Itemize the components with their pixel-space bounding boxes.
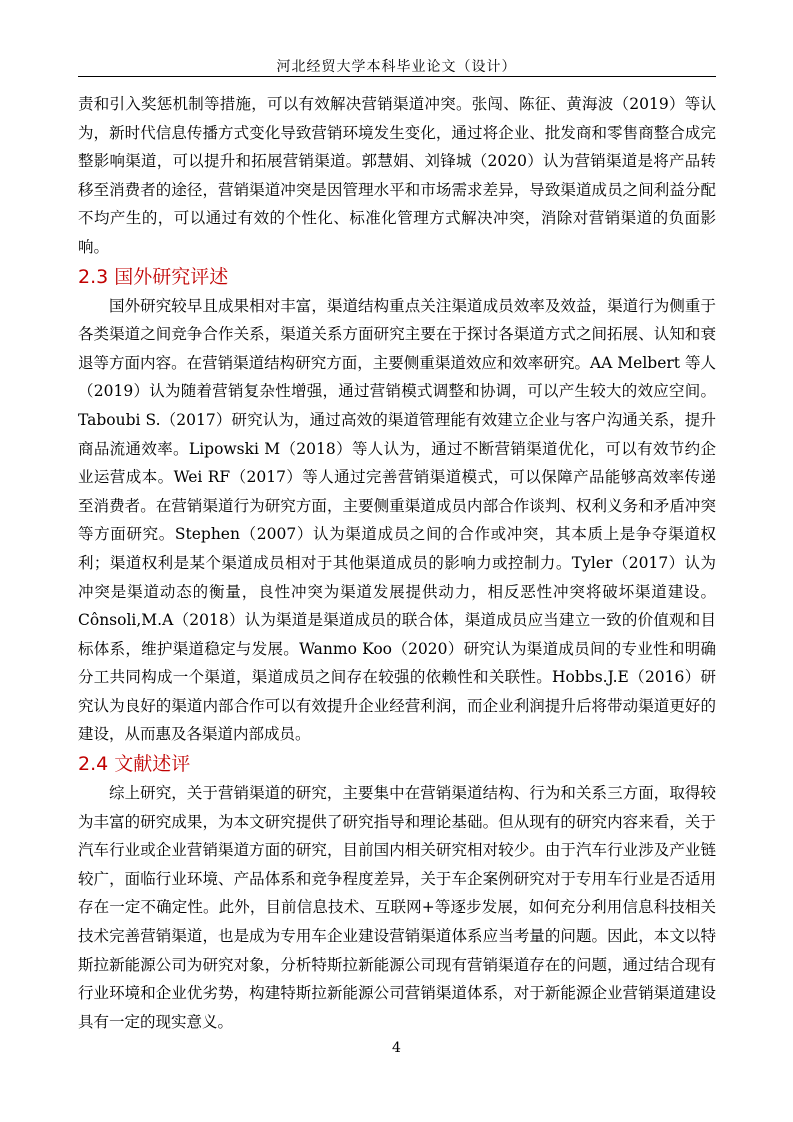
paragraph-literature-review: 综上研究，关于营销渠道的研究，主要集中在营销渠道结构、行为和关系三方面，取得较为丰富的研究成果，为本文研究提供了研究指导和理论基础。但从现有的研究内容来看，关于汽车行业或企业营销渠道方面的研究，目前国内相关研究相对较少。由于汽车行业涉及产业链较广，面临行业环境、产品体系和竞争程度差异，关于车企案例研究对于专用车行业是否适用存在一定不确定性。此外，目前信息技术、互联网+等逐步发展，如何充分利用信息科技相关技术完善营销渠道，也是成为专用车企业建设营销渠道体系应当考量的问题。因此，本文以特斯拉新能源公司为研究对象，分析特斯拉新能源公司现有营销渠道存在的问题，通过结合现有行业环境和企业优劣势，构建特斯拉新能源公司营销渠道体系，对于新能源企业营销渠道建设具有一定的现实意义。 — [78, 784, 716, 1031]
page-number: 4 — [392, 1040, 401, 1056]
section-heading-2-3: 2.3 国外研究评述 — [78, 265, 229, 288]
section-heading-2-4: 2.4 文献述评 — [78, 753, 191, 776]
page-body — [78, 90, 716, 1036]
running-header: 河北经贸大学本科毕业论文（设计） — [276, 59, 517, 75]
paragraph-continued: 责和引入奖惩机制等措施，可以有效解决营销渠道冲突。张闯、陈征、黄海波（2019）等认为，新时代信息传播方式变化导致营销环境发生变化，通过将企业、批发商和零售商整合成完整影响渠道，可以提升和拓展营销渠道。郭慧娟、刘锋城（2020）认为营销渠道是将产品转移至消费者的途径，营销渠道冲突是因管理水平和市场需求差异，导致渠道成员之间利益分配不均产生的，可以通过有效的个性化、标准化管理方式解决冲突，消除对营销渠道的负面影响。 — [78, 95, 716, 256]
paragraph-foreign-research: 国外研究较早且成果相对丰富，渠道结构重点关注渠道成员效率及效益，渠道行为侧重于各类渠道之间竞争合作关系，渠道关系方面研究主要在于探讨各渠道方式之间拓展、认知和衰退等方面内容。在营销渠道结构研究方面，主要侧重渠道效应和效率研究。AA Melbert 等人（2019）认为随着营销复杂性增强，通过营销模式调整和协调，可以产生较大的效应空间。Taboubi S.（2017）研究认为，通过高效的渠道管理能有效建立企业与客户沟通关系，提升商品流通效率。Lipowski M（2018）等人认为，通过不断营销渠道优化，可以有效节约企业运营成本。Wei RF（2017）等人通过完善营销渠道模式，可以保障产品能够高效率传递至消费者。在营销渠道行为研究方面，主要侧重渠道成员内部合作谈判、权利义务和矛盾冲突等方面研究。Stephen（2007）认为渠道成员之间的合作或冲突，其本质上是争夺渠道权利；渠道权利是某个渠道成员相对于其他渠道成员的影响力或控制力。Tyler（2017）认为冲突是渠道动态的衡量，良性冲突为渠道发展提供动力，相反恶性冲突将破坏渠道建设。Cônsoli,M.A（2018）认为渠道是渠道成员的联合体，渠道成员应当建立一致的价值观和目标体系，维护渠道稳定与发展。Wanmo Koo（2020）研究认为渠道成员间的专业性和明确分工共同构成一个渠道，渠道成员之间存在较强的依赖性和关联性。Hobbs.J.E（2016）研究认为良好的渠道内部合作可以有效提升企业经营利润，而企业利润提升后将带动渠道更好的建设，从而惠及各渠道内部成员。 — [78, 296, 716, 744]
header-rule — [78, 76, 716, 77]
